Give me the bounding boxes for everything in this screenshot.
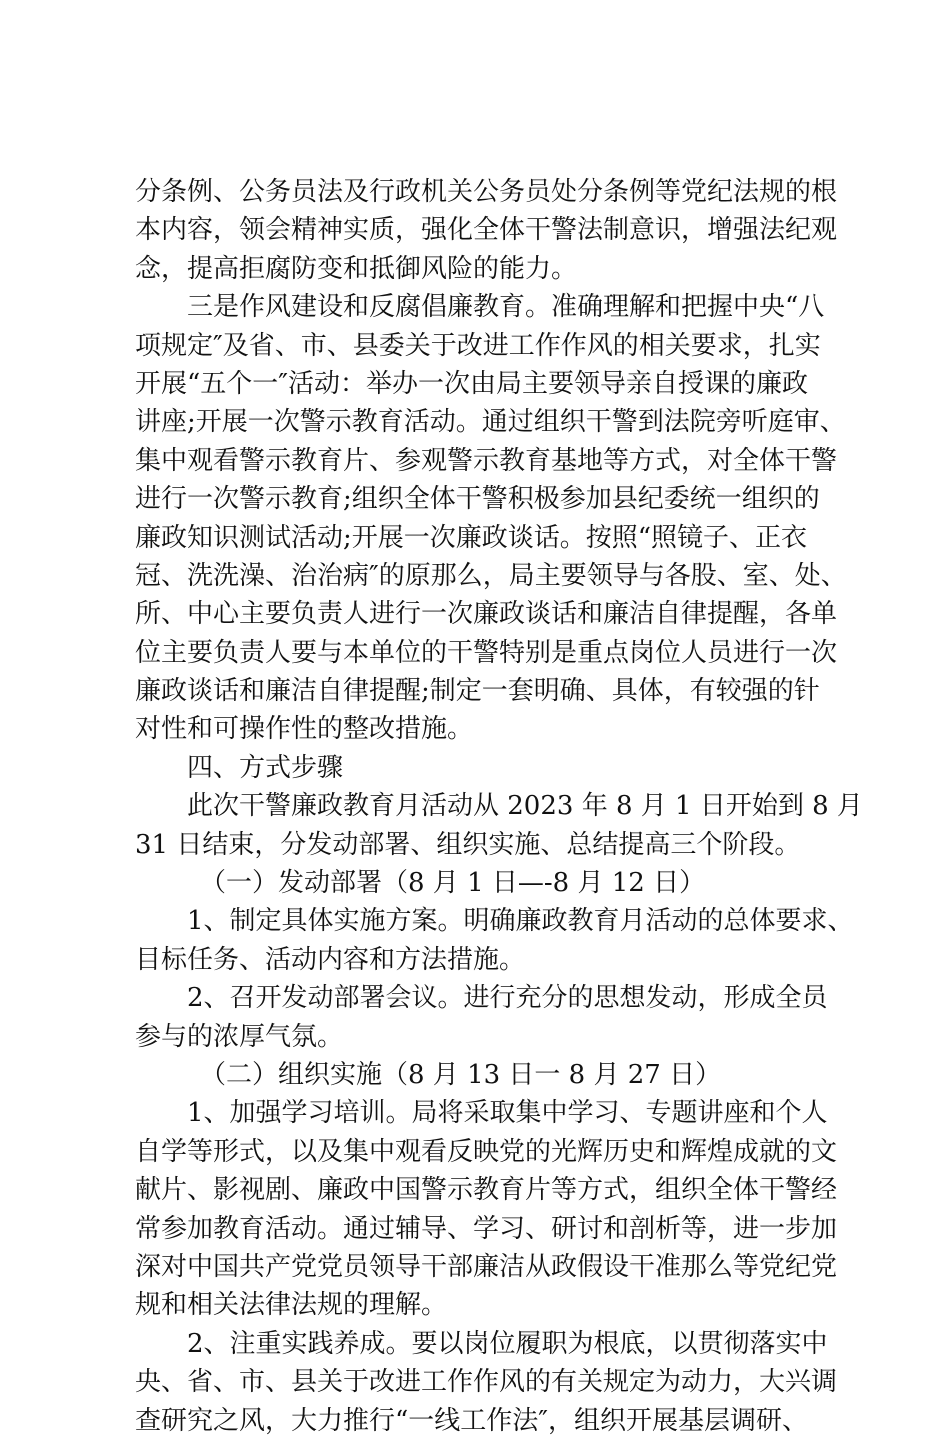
- text-line: 目标任务、活动内容和方法措施。: [135, 944, 526, 975]
- text-line: 本内容，领会精神实质，强化全体干警法制意识，增强法纪观: [135, 215, 838, 246]
- text-line: 常参加教育活动。通过辅导、学习、研讨和剖析等，进一步加: [135, 1213, 838, 1244]
- text-line: 廉政谈话和廉洁自律提醒;制定一套明确、具体，有较强的针: [135, 676, 820, 707]
- text-line: 2、召开发动部署会议。进行充分的思想发动，形成全员: [135, 983, 828, 1014]
- text-line: 对性和可操作性的整改措施。: [135, 714, 474, 745]
- text-line: 参与的浓厚气氛。: [135, 1021, 344, 1052]
- text-line: 进行一次警示教育;组织全体干警积极参加县纪委统一组织的: [135, 484, 820, 515]
- subsection-heading: （二）组织实施（8 月 13 日一 8 月 27 日）: [135, 1059, 722, 1090]
- text-line: 查研究之风，大力推行“一线工作法″，组织开展基层调研、: [135, 1405, 809, 1436]
- subsection-heading: （一）发动部署（8 月 1 日—-8 月 12 日）: [135, 868, 706, 899]
- text-line: 深对中国共产党党员领导干部廉洁从政假设干准那么等党纪党: [135, 1251, 838, 1282]
- text-line: 项规定″及省、市、县委关于改进工作作风的相关要求，扎实: [135, 330, 821, 361]
- text-line: 自学等形式，以及集中观看反映党的光辉历史和辉煌成就的文: [135, 1136, 838, 1167]
- text-line: 2、注重实践养成。要以岗位履职为根底，以贯彻落实中: [135, 1328, 828, 1359]
- text-line: 冠、洗洗澡、治治病″的原那么，局主要领导与各股、室、处、: [135, 560, 847, 591]
- text-line: 献片、影视剧、廉政中国警示教育片等方式，组织全体干警经: [135, 1175, 838, 1206]
- text-line: 开展“五个一″活动：举办一次由局主要领导亲自授课的廉政: [135, 368, 809, 399]
- document-body: [135, 173, 863, 1440]
- text-line: 此次干警廉政教育月活动从 2023 年 8 月 1 日开始到 8 月: [135, 791, 863, 822]
- text-line: 央、省、市、县关于改进工作作风的有关规定为动力，大兴调: [135, 1367, 838, 1398]
- section-heading: 四、方式步骤: [135, 752, 344, 783]
- text-line: 三是作风建设和反腐倡廉教育。准确理解和把握中央“八: [135, 292, 825, 323]
- text-line: 集中观看警示教育片、参观警示教育基地等方式，对全体干警: [135, 445, 838, 476]
- text-line: 位主要负责人要与本单位的干警特别是重点岗位人员进行一次: [135, 637, 838, 668]
- text-line: 念，提高拒腐防变和抵御风险的能力。: [135, 253, 578, 284]
- text-line: 1、加强学习培训。局将采取集中学习、专题讲座和个人: [135, 1098, 828, 1129]
- text-line: 1、制定具体实施方案。明确廉政教育月活动的总体要求、: [135, 906, 854, 937]
- text-line: 所、中心主要负责人进行一次廉政谈话和廉洁自律提醒，各单: [135, 599, 838, 630]
- text-line: 规和相关法律法规的理解。: [135, 1290, 448, 1321]
- text-line: 廉政知识测试活动;开展一次廉政谈话。按照“照镜子、正衣: [135, 522, 808, 553]
- text-line: 31 日结束，分发动部署、组织实施、总结提高三个阶段。: [135, 829, 801, 860]
- text-line: 讲座;开展一次警示教育活动。通过组织干警到法院旁听庭审、: [135, 407, 846, 438]
- text-line: 分条例、公务员法及行政机关公务员处分条例等党纪法规的根: [135, 177, 838, 207]
